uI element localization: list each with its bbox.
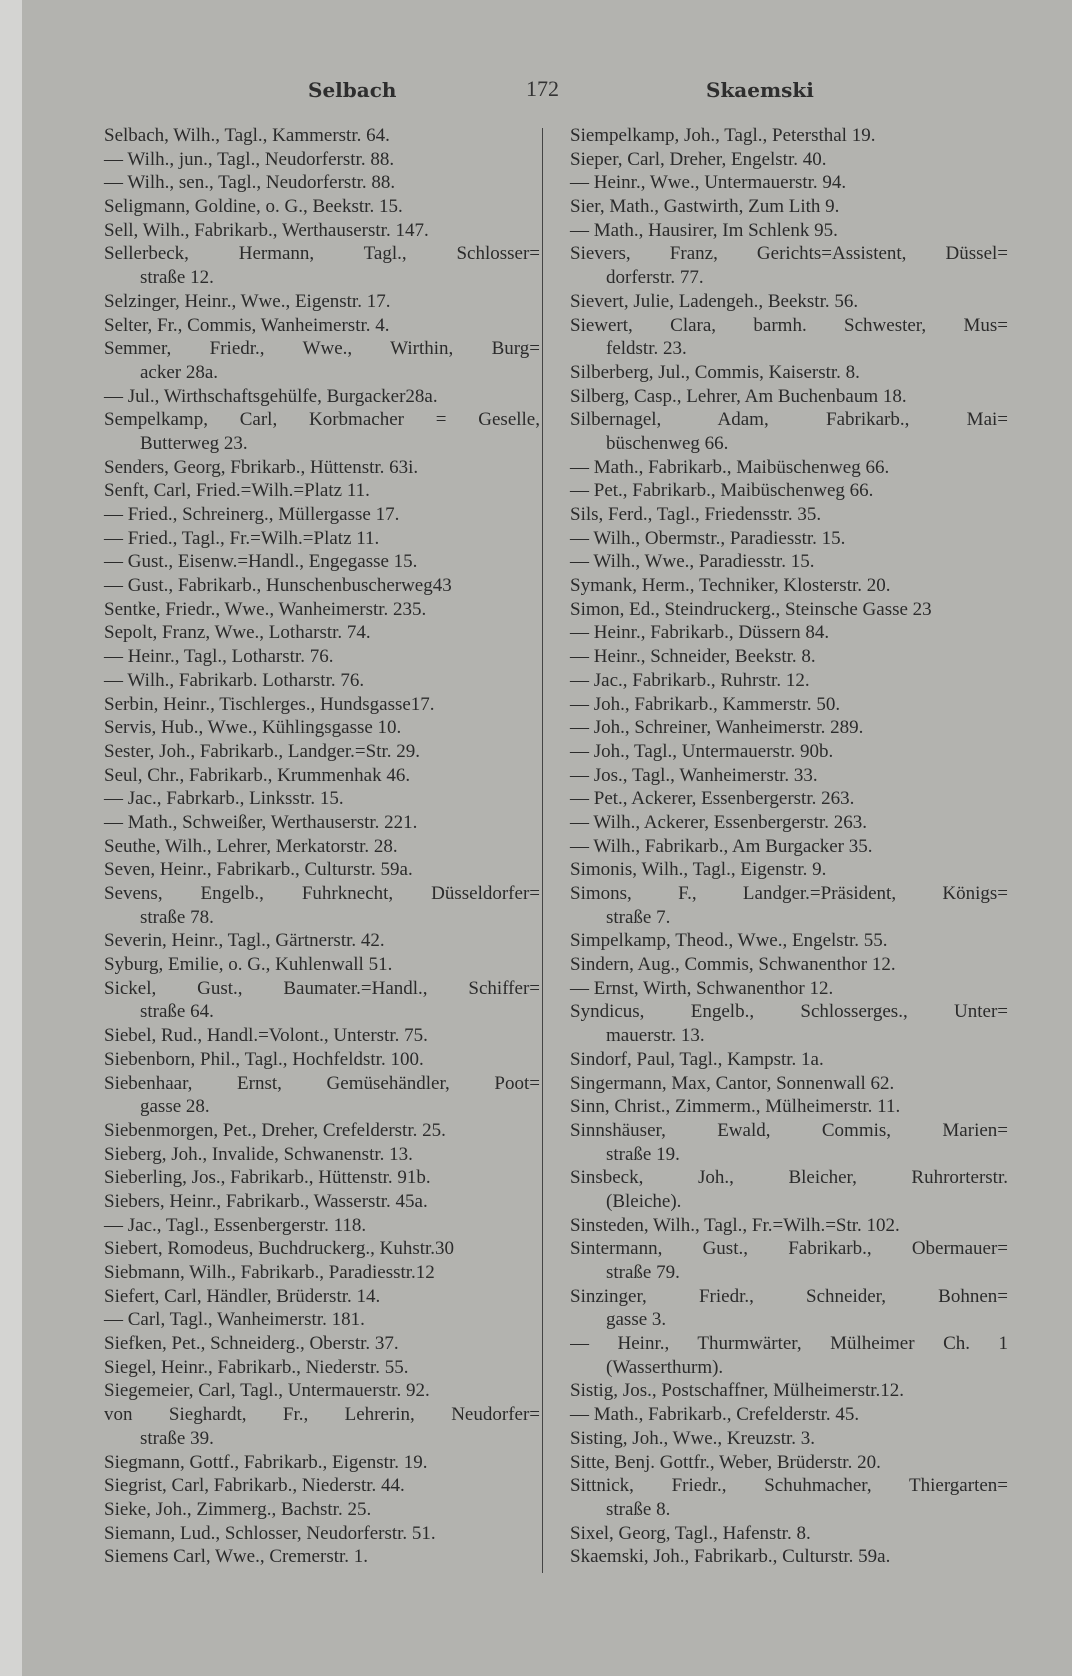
directory-entry [104, 1072, 540, 1119]
directory-entry [570, 1379, 1008, 1403]
entry-line: — Jul., Wirthschaftsgehülfe, Burgacker28a. [104, 385, 438, 407]
entry-line: Sieke, Joh., Zimmerg., Bachstr. 25. [104, 1498, 372, 1520]
directory-entry [104, 195, 540, 219]
directory-entry [570, 1048, 1008, 1072]
directory-entry [104, 1474, 540, 1498]
entry-line: Senders, Georg, Fbrikarb., Hüttenstr. 63i. [104, 456, 419, 478]
entry-continuation-line: Butterweg 23. [140, 432, 248, 454]
entry-line: Syndicus, Engelb., Schlosserges., Unter= [570, 1001, 1008, 1023]
entry-line: Siebenmorgen, Pet., Dreher, Crefelderstr. 25. [104, 1119, 446, 1141]
directory-entry [104, 669, 540, 693]
directory-entry [570, 171, 1008, 195]
entry-line: Sinsteden, Wilh., Tagl., Fr.=Wilh.=Str. 102. [570, 1214, 900, 1236]
entry-line: Sentke, Friedr., Wwe., Wanheimerstr. 235. [104, 598, 427, 620]
directory-entry [104, 835, 540, 859]
directory-entry [570, 811, 1008, 835]
entry-line: Sinnshäuser, Ewald, Commis, Marien= [570, 1119, 1008, 1141]
entry-line: — Wilh., jun., Tagl., Neudorferstr. 88. [104, 148, 395, 170]
entry-continuation-line: straße 39. [140, 1427, 214, 1449]
left-column [104, 124, 540, 1569]
directory-entry [104, 1261, 540, 1285]
directory-entry [570, 1545, 1008, 1569]
entry-continuation-line: acker 28a. [140, 361, 219, 383]
entry-continuation-line: gasse 3. [606, 1309, 667, 1331]
entry-line: Sellerbeck, Hermann, Tagl., Schlosser= [104, 243, 540, 265]
entry-line: Seven, Heinr., Fabrikarb., Culturstr. 59a. [104, 859, 413, 881]
directory-entry [570, 550, 1008, 574]
directory-entry [104, 1190, 540, 1214]
directory-entry [104, 1356, 540, 1380]
entry-line: — Heinr., Schneider, Beekstr. 8. [570, 646, 816, 668]
entry-line: — Wilh., Ackerer, Essenbergerstr. 263. [570, 811, 867, 833]
entry-line: — Math., Fabrikarb., Maibüschenweg 66. [570, 456, 890, 478]
entry-line: Sitte, Benj. Gottfr., Weber, Brüderstr. 20. [570, 1451, 881, 1473]
directory-entry [104, 716, 540, 740]
directory-entry [570, 1522, 1008, 1546]
directory-entry [104, 1119, 540, 1143]
directory-entry [104, 219, 540, 243]
entry-line: Sisting, Joh., Wwe., Kreuzstr. 3. [570, 1427, 816, 1449]
entry-line: Seuthe, Wilh., Lehrer, Merkatorstr. 28. [104, 835, 398, 857]
directory-entry [570, 1332, 1008, 1379]
directory-entry [104, 787, 540, 811]
entry-line: Sickel, Gust., Baumater.=Handl., Schiffer= [104, 977, 540, 999]
directory-entry [104, 977, 540, 1024]
entry-line: — Fried., Schreinerg., Müllergasse 17. [104, 504, 400, 525]
directory-entry [104, 1522, 540, 1546]
directory-entry [104, 764, 540, 788]
entry-line: Sinsbeck, Joh., Bleicher, Ruhrorterstr. [570, 1167, 1008, 1189]
directory-entry [570, 645, 1008, 669]
directory-entry [570, 148, 1008, 172]
directory-entry [570, 693, 1008, 717]
directory-entry [570, 456, 1008, 480]
directory-entry [570, 835, 1008, 859]
page-number: 172 [526, 76, 559, 101]
entry-line: — Wilh., Fabrikarb. Lotharstr. 76. [104, 669, 365, 691]
entry-line: Silbernagel, Adam, Fabrikarb., Mai= [570, 409, 1008, 431]
entry-continuation-line: straße 78. [140, 906, 214, 928]
entry-line: Sieper, Carl, Dreher, Engelstr. 40. [570, 148, 827, 170]
entry-line: Sintermann, Gust., Fabrikarb., Obermauer= [570, 1238, 1008, 1260]
entry-line: Senft, Carl, Fried.=Wilh.=Platz 11. [104, 480, 370, 502]
directory-entry [104, 124, 540, 148]
entry-line: Siegrist, Carl, Fabrikarb., Niederstr. 44. [104, 1475, 405, 1497]
entry-line: Simpelkamp, Theod., Wwe., Engelstr. 55. [570, 930, 888, 952]
directory-entry [570, 242, 1008, 289]
directory-entry [570, 1451, 1008, 1475]
entry-line: Selbach, Wilh., Tagl., Kammerstr. 64. [104, 125, 390, 146]
entry-continuation-line: straße 7. [606, 906, 671, 928]
directory-entry [104, 503, 540, 527]
directory-entry [104, 1308, 540, 1332]
entry-line: Siegel, Heinr., Fabrikarb., Niederstr. 55. [104, 1356, 409, 1378]
entry-line: Sier, Math., Gastwirth, Zum Lith 9. [570, 196, 840, 218]
entry-line: — Math., Fabrikarb., Crefelderstr. 45. [570, 1404, 860, 1426]
entry-continuation-line: straße 12. [140, 267, 214, 289]
directory-entry [104, 1545, 540, 1569]
entry-line: Siegmann, Gottf., Fabrikarb., Eigenstr. 19. [104, 1451, 428, 1473]
directory-entry [570, 527, 1008, 551]
entry-continuation-line: dorferstr. 77. [606, 267, 704, 289]
entry-line: Siemann, Lud., Schlosser, Neudorferstr. 51. [104, 1522, 436, 1544]
entry-line: — Joh., Tagl., Untermauerstr. 90b. [570, 740, 834, 762]
directory-entry [570, 1000, 1008, 1047]
entry-line: — Pet., Ackerer, Essenbergerstr. 263. [570, 788, 855, 810]
directory-entry [104, 740, 540, 764]
directory-entry [570, 787, 1008, 811]
directory-entry [570, 621, 1008, 645]
entry-line: Simonis, Wilh., Tagl., Eigenstr. 9. [570, 859, 827, 881]
entry-line: Sindern, Aug., Commis, Schwanenthor 12. [570, 954, 896, 976]
directory-entry [104, 408, 540, 455]
entry-line: Sell, Wilh., Fabrikarb., Werthauserstr. 147. [104, 219, 429, 241]
directory-entry [104, 527, 540, 551]
right-column [570, 124, 1008, 1569]
directory-entry [570, 1072, 1008, 1096]
entry-line: Siempelkamp, Joh., Tagl., Petersthal 19. [570, 125, 876, 146]
directory-entry [104, 242, 540, 289]
directory-entry [104, 598, 540, 622]
directory-entry [104, 1143, 540, 1167]
left-running-head: Selbach [308, 78, 397, 102]
directory-entry [104, 1498, 540, 1522]
entry-line: — Pet., Fabrikarb., Maibüschenweg 66. [570, 480, 874, 502]
entry-line: — Wilh., Wwe., Paradiesstr. 15. [570, 551, 815, 573]
entry-line: Siebers, Heinr., Fabrikarb., Wasserstr. 45a. [104, 1190, 428, 1212]
directory-entry [104, 953, 540, 977]
entry-line: Siebenhaar, Ernst, Gemüsehändler, Poot= [104, 1072, 540, 1094]
entry-line: — Jac., Tagl., Essenbergerstr. 118. [104, 1214, 367, 1236]
directory-entry [104, 693, 540, 717]
directory-entry [104, 1166, 540, 1190]
directory-entry [104, 645, 540, 669]
entry-line: Selter, Fr., Commis, Wanheimerstr. 4. [104, 314, 390, 336]
entry-line: Simons, F., Landger.=Präsident, Königs= [570, 883, 1008, 904]
entry-line: — Joh., Fabrikarb., Kammerstr. 50. [570, 693, 841, 715]
entry-line: — Wilh., sen., Tagl., Neudorferstr. 88. [104, 172, 396, 194]
directory-entry [570, 669, 1008, 693]
directory-entry [570, 290, 1008, 314]
entry-line: — Fried., Tagl., Fr.=Wilh.=Platz 11. [104, 527, 380, 549]
directory-entry [570, 479, 1008, 503]
directory-entry [104, 314, 540, 338]
directory-entry [104, 621, 540, 645]
entry-continuation-line: (Bleiche). [606, 1190, 682, 1212]
entry-line: — Gust., Eisenw.=Handl., Engegasse 15. [104, 551, 418, 573]
entry-line: Singermann, Max, Cantor, Sonnenwall 62. [570, 1072, 895, 1094]
entry-line: Siebert, Romodeus, Buchdruckerg., Kuhstr.30 [104, 1238, 455, 1260]
entry-line: — Jac., Fabrikarb., Ruhrstr. 12. [570, 669, 810, 691]
entry-line: — Heinr., Thurmwärter, Mülheimer Ch. 1 [570, 1333, 1008, 1355]
entry-line: Serbin, Heinr., Tischlerges., Hundsgasse17. [104, 693, 435, 715]
entry-line: Sieberg, Joh., Invalide, Schwanenstr. 13. [104, 1143, 413, 1165]
directory-entry [104, 290, 540, 314]
directory-entry [104, 148, 540, 172]
directory-entry [104, 385, 540, 409]
entry-line: — Jac., Fabrkarb., Linksstr. 15. [104, 788, 344, 810]
entry-line: Sepolt, Franz, Wwe., Lotharstr. 74. [104, 622, 371, 644]
entry-line: Symank, Herm., Techniker, Klosterstr. 20. [570, 575, 891, 597]
entry-line: Sils, Ferd., Tagl., Friedensstr. 35. [570, 504, 822, 525]
directory-entry [104, 1403, 540, 1450]
directory-entry [570, 1285, 1008, 1332]
entry-line: Siegemeier, Carl, Tagl., Untermauerstr. 92. [104, 1380, 430, 1402]
directory-entry [570, 124, 1008, 148]
entry-line: Sittnick, Friedr., Schuhmacher, Thiergarten= [570, 1475, 1008, 1497]
directory-entry [104, 337, 540, 384]
directory-entry [104, 171, 540, 195]
entry-line: Siemens Carl, Wwe., Cremerstr. 1. [104, 1546, 369, 1568]
entry-line: Silberberg, Jul., Commis, Kaiserstr. 8. [570, 361, 860, 383]
directory-entry [570, 953, 1008, 977]
entry-line: — Heinr., Tagl., Lotharstr. 76. [104, 646, 334, 668]
entry-line: Sixel, Georg, Tagl., Hafenstr. 8. [570, 1522, 811, 1544]
entry-line: Sievers, Franz, Gerichts=Assistent, Düssel= [570, 243, 1008, 265]
directory-entry [570, 1095, 1008, 1119]
directory-entry [570, 361, 1008, 385]
directory-entry [570, 1237, 1008, 1284]
entry-line: Syburg, Emilie, o. G., Kuhlenwall 51. [104, 954, 393, 976]
directory-entry [104, 811, 540, 835]
directory-entry [104, 1332, 540, 1356]
entry-line: Sinn, Christ., Zimmerm., Mülheimerstr. 11. [570, 1096, 901, 1118]
directory-entry [570, 574, 1008, 598]
entry-line: Skaemski, Joh., Fabrikarb., Culturstr. 59a. [570, 1546, 891, 1568]
entry-line: — Heinr., Wwe., Untermauerstr. 94. [570, 172, 847, 194]
entry-line: Seligmann, Goldine, o. G., Beekstr. 15. [104, 196, 403, 218]
entry-line: Siebel, Rud., Handl.=Volont., Unterstr. 75. [104, 1025, 428, 1047]
directory-entry [104, 1214, 540, 1238]
entry-continuation-line: feldstr. 23. [606, 338, 687, 360]
entry-continuation-line: straße 19. [606, 1143, 680, 1165]
directory-entry [104, 574, 540, 598]
entry-continuation-line: straße 79. [606, 1262, 680, 1283]
directory-entry [570, 1166, 1008, 1213]
entry-line: Servis, Hub., Wwe., Kühlingsgasse 10. [104, 717, 402, 739]
directory-entry [104, 1048, 540, 1072]
directory-entry [104, 479, 540, 503]
directory-entry [570, 1119, 1008, 1166]
entry-line: — Wilh., Fabrikarb., Am Burgacker 35. [570, 835, 873, 857]
directory-entry [570, 716, 1008, 740]
entry-continuation-line: straße 64. [140, 1001, 214, 1023]
entry-line: Seul, Chr., Fabrikarb., Krummenhak 46. [104, 764, 411, 786]
entry-line: Semmer, Friedr., Wwe., Wirthin, Burg= [104, 338, 540, 360]
entry-line: Sester, Joh., Fabrikarb., Landger.=Str. 29. [104, 740, 421, 762]
directory-entry [570, 314, 1008, 361]
entry-line: Selzinger, Heinr., Wwe., Eigenstr. 17. [104, 290, 391, 312]
entry-line: Sindorf, Paul, Tagl., Kampstr. 1a. [570, 1048, 824, 1070]
directory-entry [570, 929, 1008, 953]
entry-line: Sempelkamp, Carl, Korbmacher = Geselle, [104, 409, 540, 431]
entry-line: — Ernst, Wirth, Schwanenthor 12. [570, 977, 834, 999]
entry-line: — Heinr., Fabrikarb., Düssern 84. [570, 622, 830, 644]
entry-line: Sieberling, Jos., Fabrikarb., Hüttenstr. 91b. [104, 1167, 431, 1189]
entry-continuation-line: büschenweg 66. [606, 432, 729, 454]
entry-line: Silberg, Casp., Lehrer, Am Buchenbaum 18. [570, 385, 907, 407]
directory-entry [104, 882, 540, 929]
directory-entry [104, 1285, 540, 1309]
directory-entry [570, 882, 1008, 929]
entry-line: — Wilh., Obermstr., Paradiesstr. 15. [570, 527, 846, 549]
directory-entry [570, 385, 1008, 409]
entry-line: Siefert, Carl, Händler, Brüderstr. 14. [104, 1285, 381, 1307]
directory-entry [570, 764, 1008, 788]
directory-entry [570, 598, 1008, 622]
entry-line: Siebenborn, Phil., Tagl., Hochfeldstr. 100. [104, 1048, 424, 1070]
directory-entry [570, 219, 1008, 243]
entry-line: Severin, Heinr., Tagl., Gärtnerstr. 42. [104, 930, 385, 952]
directory-entry [570, 1474, 1008, 1521]
directory-entry [570, 195, 1008, 219]
directory-entry [104, 1451, 540, 1475]
directory-entry [570, 740, 1008, 764]
entry-line: Simon, Ed., Steindruckerg., Steinsche Gasse 23 [570, 598, 932, 620]
entry-line: — Jos., Tagl., Wanheimerstr. 33. [570, 764, 818, 786]
directory-entry [104, 550, 540, 574]
entry-line: Sinzinger, Friedr., Schneider, Bohnen= [570, 1285, 1008, 1307]
entry-line: — Gust., Fabrikarb., Hunschenbuscherweg43 [104, 575, 452, 597]
entry-line: Siewert, Clara, barmh. Schwester, Mus= [570, 314, 1008, 336]
entry-line: — Math., Schweißer, Werthauserstr. 221. [104, 811, 418, 833]
entry-line: — Carl, Tagl., Wanheimerstr. 181. [104, 1309, 365, 1331]
entry-line: Sievert, Julie, Ladengeh., Beekstr. 56. [570, 290, 859, 312]
entry-line: Sistig, Jos., Postschaffner, Mülheimerstr.12. [570, 1380, 905, 1402]
directory-entry [570, 1427, 1008, 1451]
entry-continuation-line: mauerstr. 13. [606, 1025, 705, 1047]
entry-line: Sevens, Engelb., Fuhrknecht, Düsseldorfer= [104, 883, 540, 904]
entry-line: Siebmann, Wilh., Fabrikarb., Paradiesstr.12 [104, 1262, 435, 1283]
right-running-head: Skaemski [706, 78, 814, 102]
directory-entry [104, 456, 540, 480]
entry-continuation-line: straße 8. [606, 1498, 671, 1520]
directory-entry [570, 503, 1008, 527]
entry-continuation-line: gasse 28. [140, 1096, 210, 1118]
entry-line: von Sieghardt, Fr., Lehrerin, Neudorfer= [104, 1404, 540, 1426]
entry-line: — Math., Hausirer, Im Schlenk 95. [570, 219, 838, 241]
entry-continuation-line: (Wasserthurm). [606, 1356, 724, 1378]
directory-entry [570, 977, 1008, 1001]
directory-entry [104, 1379, 540, 1403]
directory-entry [104, 929, 540, 953]
directory-entry [570, 1403, 1008, 1427]
directory-entry [104, 1024, 540, 1048]
directory-entry [104, 1237, 540, 1261]
directory-entry [570, 858, 1008, 882]
directory-entry [104, 858, 540, 882]
entry-line: Siefken, Pet., Schneiderg., Oberstr. 37. [104, 1333, 399, 1355]
entry-line: — Joh., Schreiner, Wanheimerstr. 289. [570, 717, 864, 739]
directory-entry [570, 408, 1008, 455]
directory-entry [570, 1214, 1008, 1238]
column-divider [542, 128, 543, 1573]
